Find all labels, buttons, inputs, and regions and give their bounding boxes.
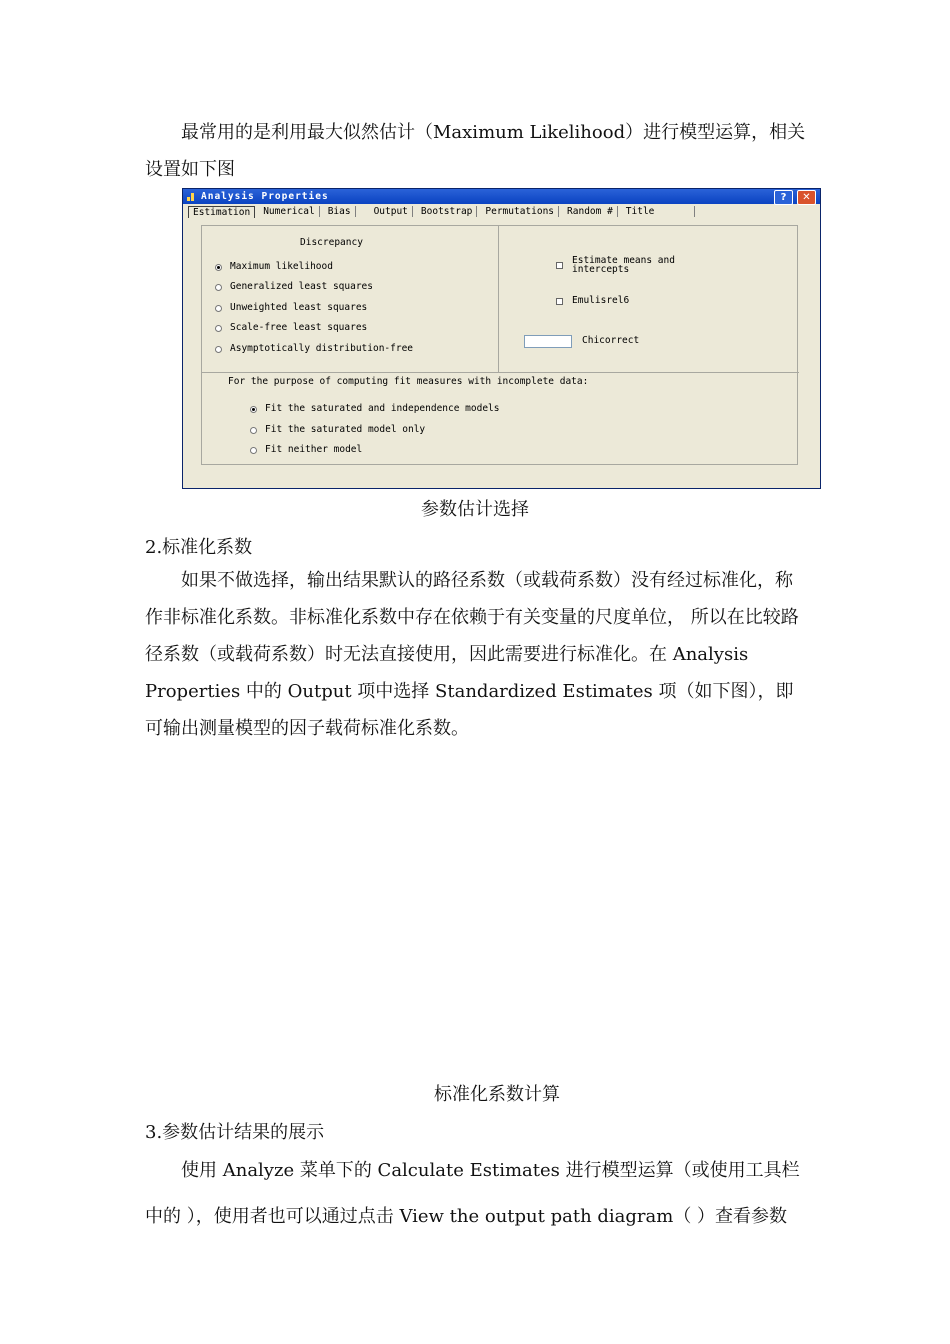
label-scale-free-least-squares: Scale-free least squares: [230, 322, 368, 333]
label-estimate-means-line1: Estimate means and: [572, 255, 675, 266]
label-estimate-means-line2: intercepts: [572, 264, 630, 275]
tab-title[interactable]: Title: [622, 206, 696, 217]
label-fit-neither: Fit neither model: [265, 444, 363, 455]
figure-caption-standardized: 标准化系数计算: [434, 1084, 560, 1105]
tab-numerical[interactable]: Numerical: [259, 206, 319, 217]
label-generalized-least-squares: Generalized least squares: [230, 281, 373, 292]
paragraph-results: 使用 Analyze 菜单下的 Calculate Estimates 进行模型运算（或使用工具栏中的 ），使用者也可以通过点击 View the output path diagram（ ）查看参数: [145, 1160, 800, 1227]
label-maximum-likelihood: Maximum likelihood: [230, 261, 333, 272]
tab-random[interactable]: Random #: [563, 206, 618, 217]
tab-estimation[interactable]: Estimation: [188, 206, 255, 218]
label-chicorrect: Chicorrect: [582, 335, 640, 346]
label-fit-saturated-independence: Fit the saturated and independence models: [265, 403, 500, 414]
estimation-panel: [201, 225, 798, 465]
close-button[interactable]: ✕: [797, 190, 816, 205]
radio-fit-saturated-only[interactable]: [250, 427, 257, 434]
tab-bootstrap[interactable]: Bootstrap: [417, 206, 477, 217]
section-heading-standardized: 2.标准化系数: [145, 537, 253, 558]
radio-scale-free-least-squares[interactable]: [215, 325, 222, 332]
radio-unweighted-least-squares[interactable]: [215, 305, 222, 312]
checkbox-emulisrel6[interactable]: [556, 298, 563, 305]
label-emulisrel6: Emulisrel6: [572, 295, 630, 306]
label-unweighted-least-squares: Unweighted least squares: [230, 302, 368, 313]
vertical-divider: [498, 226, 499, 372]
analysis-properties-dialog: [182, 188, 821, 489]
tab-permutations[interactable]: Permutations: [481, 206, 559, 217]
intro-paragraph: 最常用的是利用最大似然估计（Maximum Likelihood）进行模型运算，相关设置如下图: [145, 122, 806, 180]
checkbox-estimate-means[interactable]: [556, 262, 563, 269]
paragraph-standardized: 如果不做选择，输出结果默认的路径系数（或载荷系数）没有经过标准化，称作非标准化系数。非标准化系数中存在依赖于有关变量的尺度单位， 所以在比较路径系数（或载荷系数）时无法直接使用，因此需要进行标准化。在 Analysis Properties 中的 Output 项中选择 Standardized Estimates 项（如下图），即可输出测量模型的因子载荷标准化系数。: [145, 570, 799, 739]
discrepancy-label: Discrepancy: [300, 237, 363, 248]
incomplete-data-label: For the purpose of computing fit measures with incomplete data:: [228, 376, 589, 387]
dialog-titlebar: [183, 189, 820, 204]
radio-fit-saturated-independence[interactable]: [250, 406, 257, 413]
chicorrect-input[interactable]: [524, 335, 572, 348]
horizontal-divider: [202, 372, 799, 373]
label-asymptotically-distribution-free: Asymptotically distribution-free: [230, 343, 414, 354]
figure-caption-estimation: 参数估计选择: [421, 499, 529, 520]
tab-output[interactable]: Output: [370, 206, 413, 217]
radio-fit-neither[interactable]: [250, 447, 257, 454]
radio-asymptotically-distribution-free[interactable]: [215, 346, 222, 353]
label-estimate-means: [572, 256, 675, 274]
section-heading-results: 3.参数估计结果的展示: [145, 1122, 325, 1143]
label-fit-saturated-only: Fit the saturated model only: [265, 424, 426, 435]
tab-bias[interactable]: Bias: [324, 206, 356, 217]
tab-strip: [188, 206, 699, 218]
dialog-title: Analysis Properties: [201, 191, 329, 202]
radio-maximum-likelihood[interactable]: [215, 264, 222, 271]
help-button[interactable]: ?: [774, 190, 793, 205]
radio-generalized-least-squares[interactable]: [215, 284, 222, 291]
app-icon: [187, 192, 197, 201]
